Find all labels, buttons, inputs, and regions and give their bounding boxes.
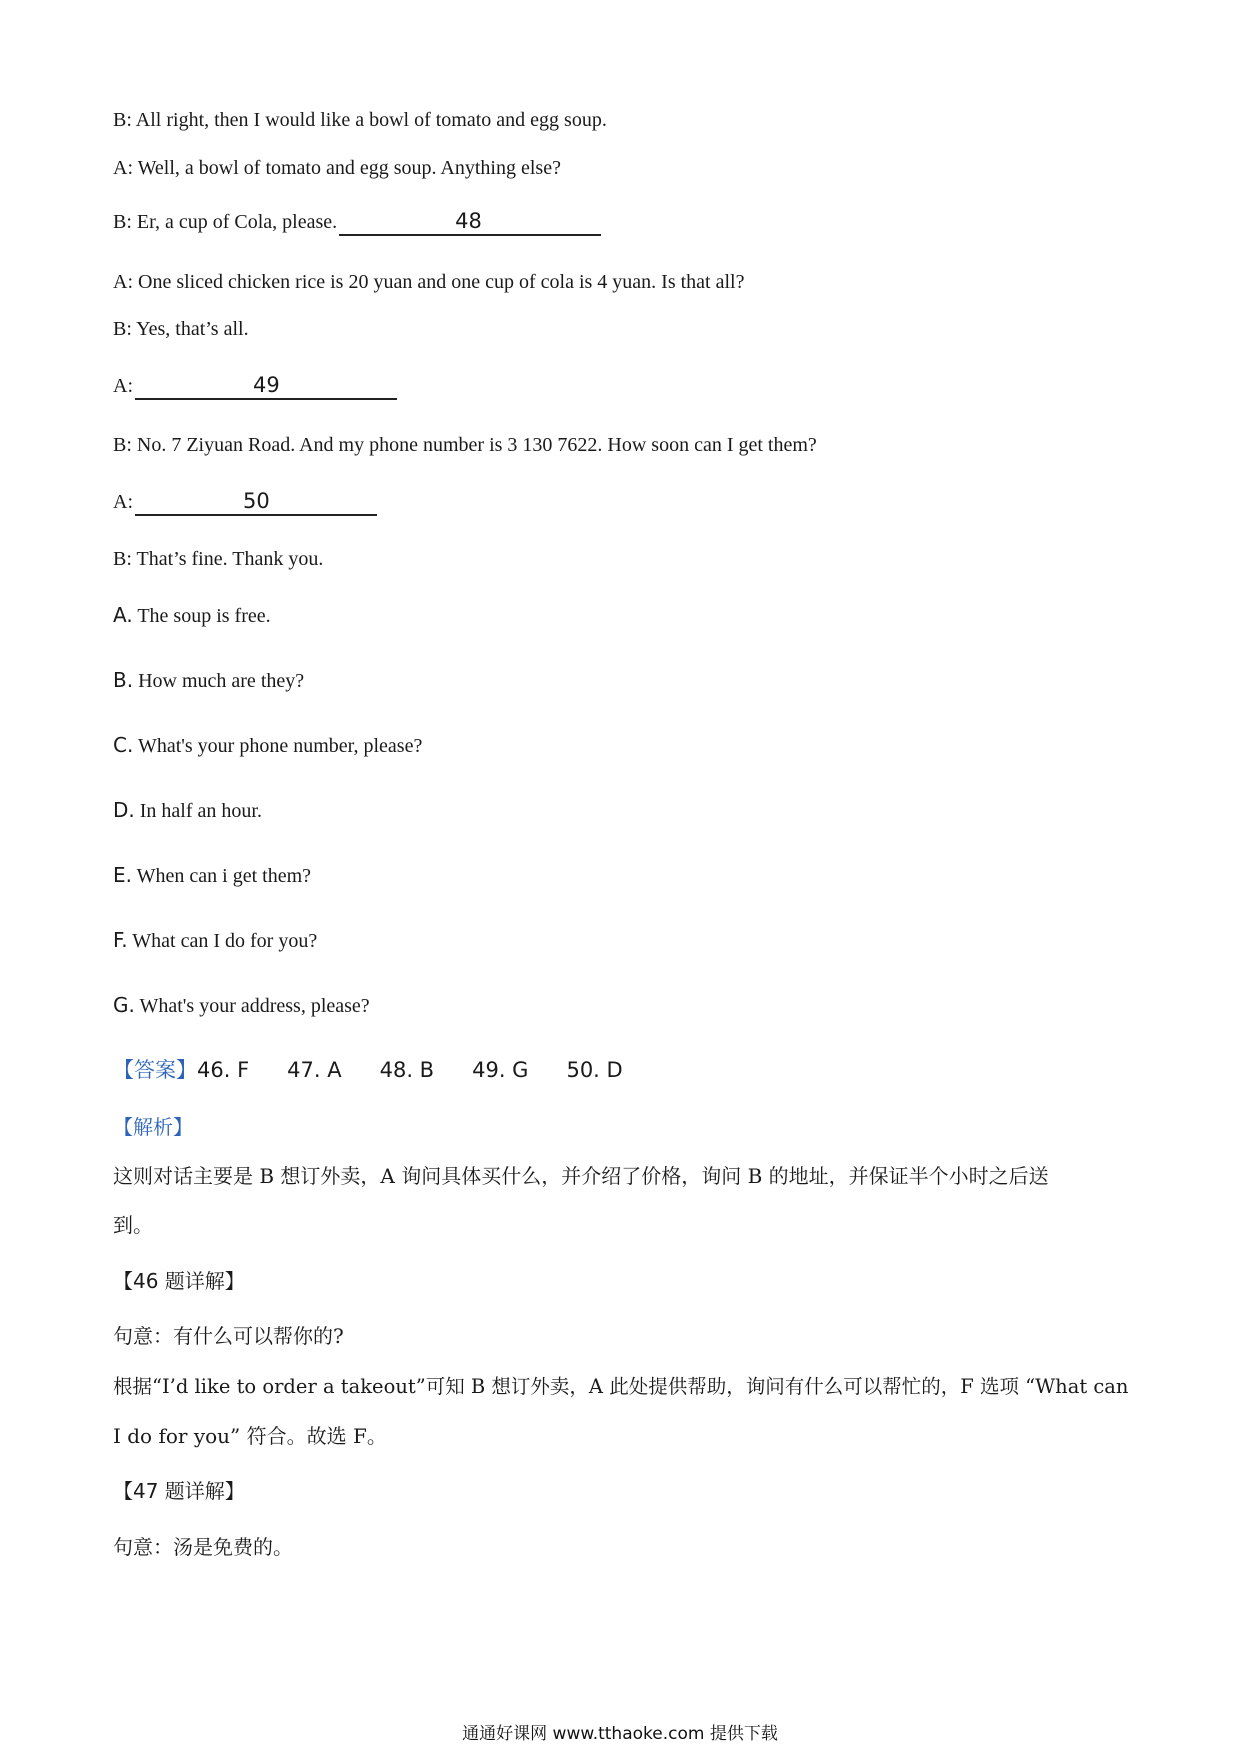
q46-title: 【46 题详解】 [113, 1269, 245, 1293]
dialogue-line-8 [113, 488, 377, 516]
option-a [113, 601, 271, 630]
answer-blank-48[interactable] [339, 208, 601, 236]
analysis-tag: 【解析】 [113, 1115, 193, 1139]
option-f-letter: F. [113, 928, 128, 952]
option-a-text: The soup is free. [132, 605, 271, 627]
answer-blank-49[interactable] [135, 372, 397, 400]
option-a-letter: A. [113, 603, 133, 627]
option-b-text: How much are they? [133, 670, 305, 692]
q47-meaning: 句意：汤是免费的。 [113, 1535, 293, 1559]
dialogue-line-1: B: All right, then I would like a bowl of tomato and egg soup. [113, 109, 607, 131]
option-f-text: What can I do for you? [127, 930, 318, 952]
dialogue-line-7: B: No. 7 Ziyuan Road. And my phone number is 3 130 7622. How soon can I get them? [113, 434, 817, 456]
option-e-text: When can i get them? [132, 865, 312, 887]
option-b [113, 666, 304, 695]
answer-blank-50[interactable] [135, 488, 377, 516]
option-c-letter: C. [113, 733, 134, 757]
blank-number-50: 50 [243, 489, 270, 513]
dialogue-line-6 [113, 372, 397, 400]
option-c-text: What's your phone number, please? [133, 735, 423, 757]
answer-46: 46. F [197, 1058, 250, 1082]
option-d [113, 796, 262, 825]
dialogue-line-8-text: A: [113, 491, 133, 513]
answer-row [113, 1056, 661, 1084]
option-g-letter: G. [113, 993, 135, 1017]
dialogue-line-2: A: Well, a bowl of tomato and egg soup. Anything else? [113, 157, 561, 179]
q46-meaning: 句意：有什么可以帮你的? [113, 1324, 344, 1348]
blank-number-48: 48 [455, 209, 482, 233]
dialogue-line-3 [113, 208, 601, 236]
analysis-summary-line-1: 这则对话主要是 B 想订外卖，A 询问具体买什么，并介绍了价格，询问 B 的地址，并保证半个小时之后送 [113, 1164, 1049, 1188]
option-g-text: What's your address, please? [134, 995, 370, 1017]
analysis-summary-line-2: 到。 [113, 1213, 153, 1237]
option-b-letter: B. [113, 668, 134, 692]
q47-title: 【47 题详解】 [113, 1479, 245, 1503]
q46-explanation-line-1: 根据“I’d like to order a takeout”可知 B 想订外卖，A 此处提供帮助，询问有什么可以帮忙的，F 选项 “What can [113, 1375, 1129, 1398]
option-c [113, 731, 422, 760]
answer-tag: 【答案】 [113, 1058, 197, 1082]
dialogue-line-9: B: That’s fine. Thank you. [113, 548, 324, 570]
footer-text: 通通好课网 www.tthaoke.com 提供下载 [462, 1724, 778, 1744]
q46-explanation-line-2: I do for you” 符合。故选 F。 [113, 1424, 387, 1448]
option-f [113, 926, 317, 955]
option-d-text: In half an hour. [134, 800, 262, 822]
answer-50: 50. D [566, 1058, 623, 1082]
option-e [113, 861, 311, 890]
option-e-letter: E. [113, 863, 132, 887]
answer-48: 48. B [379, 1058, 435, 1082]
dialogue-line-3-text: B: Er, a cup of Cola, please. [113, 211, 338, 233]
dialogue-line-6-text: A: [113, 375, 133, 397]
answer-49: 49. G [472, 1058, 529, 1082]
dialogue-line-4: A: One sliced chicken rice is 20 yuan and one cup of cola is 4 yuan. Is that all? [113, 271, 745, 293]
answer-47: 47. A [287, 1058, 342, 1082]
dialogue-line-5: B: Yes, that’s all. [113, 318, 249, 340]
option-d-letter: D. [113, 798, 135, 822]
option-g [113, 991, 370, 1020]
blank-number-49: 49 [253, 373, 280, 397]
